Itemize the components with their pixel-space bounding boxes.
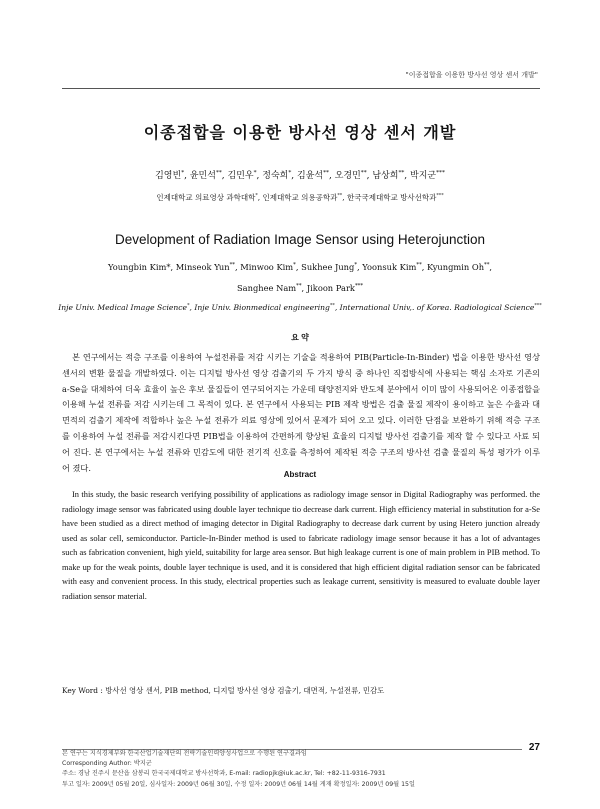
header-rule — [62, 88, 540, 89]
author-name: Kyungmin Oh — [427, 262, 485, 272]
footnote-line: Corresponding Author: 박지군 — [62, 760, 152, 768]
author-mark: ** — [323, 170, 329, 176]
author-mark: * — [288, 170, 292, 176]
author-mark: * — [253, 170, 257, 176]
author-mark: ** — [215, 170, 222, 176]
affiliation: 인제대학교 의용공학과 — [262, 193, 338, 202]
author-mark: * — [293, 262, 296, 269]
author-name: Minwoo Kim — [240, 262, 294, 272]
korean-abstract-text: 본 연구에서는 적층 구조를 이용하여 누설전류를 저감 시키는 기술을 적용하여 PIB(Particle-In-Binder) 법을 이용한 방사선 영상 센서의 변환 물질을 개발하였다. 이는 디지털 방사선 영상 검출기의 두 가지 방식 중 하나인 직접방식에 사용되는 핵심 소자로 기존의 a-Se을 대체하여 더욱 효율이 높은 후보 물질들이 연구되어지는 가운데 태양전지와 반도체 분야에서 이미 많이 사용되어온 이종접합을 이용해 누설 전류를 저감 시키는데 그 목적이 있다. 본 연구에서 사용되는 PIB 제작 방법은 검출 물질 제작이 용이하고 높은 수율과 대면적의 검출기 제작에 적합하나 높은 누설 전류가 의료 영상에 있어서 문제가 되어 오고 있다. 이러한 단점을 보완하기 위해 적층 구조를 이용하여 누설 전류를 저감시킨다면 PIB법을 이용하여 간편하게 향상된 효율의 디지털 방사선 검출기를 제작 할 수 있다고 사료 되어 진다. 본 연구에서는 누설 전류와 민감도에 대한 전기적 신호를 측정하여 제작된 적층 구조의 방사선 검출 물질의 특성 평가가 이루어 졌다. — [62, 352, 540, 473]
affiliation-mark: ** — [329, 302, 335, 309]
author-name: 정숙희 — [262, 171, 289, 181]
affiliation: Inje Univ. Bionmedical engineering — [194, 303, 330, 312]
author-name: Jikoon Park — [306, 283, 355, 293]
author-mark: *** — [436, 170, 445, 176]
author-name: Yoonsuk Kim — [362, 262, 417, 272]
author-name: 김윤석 — [297, 171, 324, 181]
author-mark: ** — [229, 262, 235, 269]
author-mark: ** — [360, 170, 367, 176]
affiliation-mark: *** — [534, 302, 542, 309]
english-title: Development of Radiation Image Sensor using Heterojunction — [115, 232, 485, 247]
footnote-line: 주소: 경남 진주시 문산읍 삼봉리 한국국제대학교 방사선학과, E-mail: radiopjk@iuk.ac.kr, Tel: +82-11-9316-7931 — [62, 770, 386, 778]
author-mark: ** — [398, 170, 405, 176]
author-mark: *** — [354, 283, 364, 290]
english-authors-line2: Sanghee Nam**, Jikoon Park*** — [236, 283, 364, 293]
english-abstract-heading: Abstract — [283, 470, 317, 479]
author-name: 오경민 — [334, 171, 361, 181]
keywords: Key Word : 방사선 영상 센서, PIB method, 디지털 방사선 영상 검출기, 대면적, 누설전류, 민감도 — [62, 686, 385, 695]
author-name: 김민우 — [227, 171, 254, 181]
author-name: Youngbin Kim* — [107, 262, 171, 272]
affiliation-mark: *** — [436, 192, 444, 199]
author-mark: ** — [484, 262, 490, 269]
affiliation: Inje Univ. Medical Image Science — [58, 303, 188, 312]
affiliation: 한국국제대학교 방사선학과 — [347, 193, 437, 202]
english-abstract-text: In this study, the basic research verifying possibility of applications as radiology image sensor in Digital Radiography was performed. the radiology image sensor was fabricated using double layer technique tio decrease dark current. High efficiency material in substitution for a-Se have been studied as a direct method of imaging detector in Digital Radiography to decrease dark current by using Hetero junction already used as solar cell, semiconductor. Particle-In-Binder method is used to fabricate radiology image sensor because it has a lot of advantages such as fabrication convenient, high yield, suitability for large area sensor. But high leakage current is one of main problem in PIB method. To make up for the weak points, double layer technique is used, and it is considered that high efficient digital radiation sensor can be fabricated with easy and convenient process. In this study, electrical properties such as leakage current, sensitivity is measured to evaluate double layer radiation sensor material. — [62, 490, 540, 601]
author-name: 김영빈 — [155, 171, 182, 181]
affiliation: International Univ,. of Korea. Radiological Science — [339, 303, 535, 312]
korean-authors: 김영빈*, 윤민석**, 김민우*, 정숙희*, 김윤석**, 오경민**, 남상희**, 박지군*** — [155, 170, 445, 181]
author-mark: ** — [416, 262, 422, 269]
author-name: Sanghee Nam — [236, 283, 297, 293]
author-name: 박지군 — [410, 171, 437, 181]
english-authors-line1: Youngbin Kim*, Minseok Yun**, Minwoo Kim*, Sukhee Jung*, Yoonsuk Kim**, Kyungmin Oh**, — [107, 262, 493, 272]
english-abstract — [62, 488, 540, 604]
author-mark: * — [354, 262, 358, 269]
korean-affiliations: 인제대학교 의료영상 과학대학*, 인제대학교 의용공학과**, 한국국제대학교 방사선학과*** — [156, 192, 444, 202]
running-head: "이종접합을 이용한 방사선 영상 센서 개발" — [405, 71, 538, 79]
author-name: Sukhee Jung — [301, 262, 355, 272]
footnote-line: 본 연구는 지식경제부와 한국산업기술재단의 전략기술인력양성사업으로 수행된 연구결과임 — [62, 750, 307, 757]
affiliation-mark: ** — [337, 192, 343, 199]
author-name: 윤민석 — [189, 171, 216, 181]
affiliation: 인제대학교 의료영상 과학대학 — [156, 193, 256, 202]
author-mark: ** — [296, 283, 302, 290]
author-name: 남상희 — [372, 171, 399, 181]
author-mark: * — [181, 170, 185, 176]
author-name: Minseok Yun — [175, 262, 230, 272]
footnote — [62, 749, 540, 790]
footnote-line: 투고 일자: 2009년 05월 20일, 심사일자: 2009년 06월 30일, 수정 일자: 2009년 06월 14월 게재 확정일자: 2009년 09월 15일 — [62, 780, 415, 788]
korean-title: 이종접합을 이용한 방사선 영상 센서 개발 — [143, 123, 457, 142]
english-affiliations: Inje Univ. Medical Image Science*, Inje Univ. Bionmedical engineering**, International Univ,. of Korea. Radiological Science*** — [58, 302, 542, 312]
korean-abstract-heading: 요 약 — [291, 333, 309, 342]
affiliation-mark: * — [187, 302, 190, 309]
page-number: 27 — [528, 742, 540, 753]
affiliation-mark: * — [255, 192, 258, 199]
korean-abstract — [62, 350, 540, 476]
